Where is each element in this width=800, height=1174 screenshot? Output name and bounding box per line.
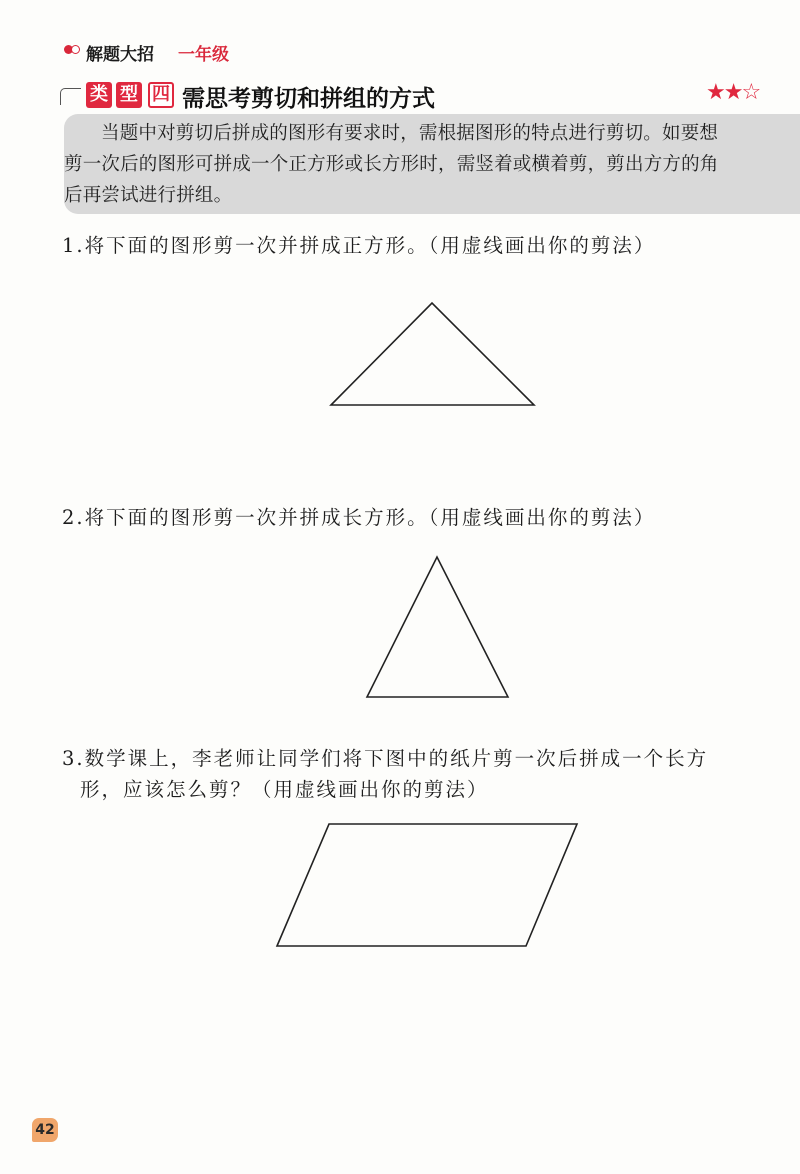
question-3-line-2: 形，应该怎么剪？（用虚线画出你的剪法） [80, 778, 489, 801]
tip-line-2: 剪一次后的图形可拼成一个正方形或长方形时，需竖着或横着剪，剪出方方的角 [64, 154, 719, 175]
tip-line-3: 后再尝试进行拼组。 [64, 185, 233, 206]
parallelogram-figure[interactable] [277, 824, 577, 946]
question-3-line-1: 3.数学课上，李老师让同学们将下图中的纸片剪一次后拼成一个长方 [62, 747, 709, 770]
book-series-title: 解题大招 [86, 45, 154, 65]
type-badge-char-2: 型 [116, 82, 142, 108]
tip-line-1: 当题中对剪切后拼成的图形有要求时，需根据图形的特点进行剪切。如要想 [101, 123, 719, 144]
question-1: 1.将下面的图形剪一次并拼成正方形。（用虚线画出你的剪法） [62, 234, 656, 257]
type-badge-char-1: 类 [86, 82, 112, 108]
grade-label: 一年级 [178, 45, 229, 65]
star-filled-icon: ★ [706, 80, 724, 105]
obtuse-triangle-figure[interactable] [331, 303, 534, 405]
section-title: 需思考剪切和拼组的方式 [182, 86, 435, 112]
triangle-figure[interactable] [367, 557, 508, 697]
page-number: 42 [32, 1118, 58, 1142]
star-outline-icon: ☆ [741, 80, 760, 105]
star-filled-icon: ★ [723, 80, 742, 105]
question-2: 2.将下面的图形剪一次并拼成长方形。（用虚线画出你的剪法） [62, 506, 656, 529]
type-badge-char-3: 四 [148, 82, 174, 108]
